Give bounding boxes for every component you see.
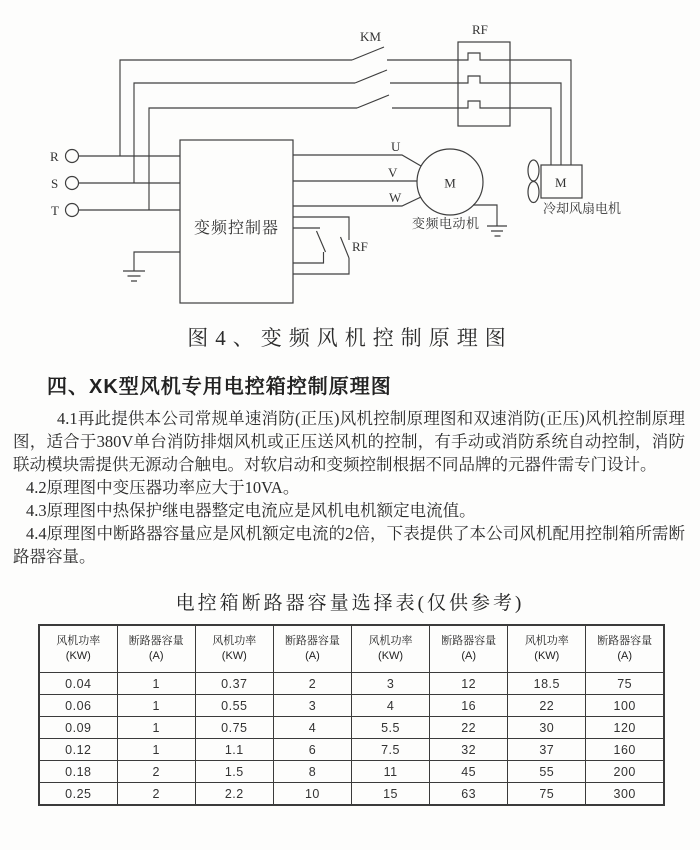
fan-blade-icon — [528, 182, 539, 203]
controller-label: 变频控制器 — [193, 220, 280, 237]
phase-u-label: U — [391, 139, 401, 154]
table-cell: 22 — [508, 695, 586, 717]
rf-aux-blades — [317, 231, 350, 258]
table-cell: 16 — [430, 695, 508, 717]
table-cell: 0.04 — [39, 673, 117, 695]
table-cell: 300 — [586, 783, 664, 806]
terminal-t-label: T — [51, 203, 59, 218]
table-row — [39, 717, 664, 739]
ground-bars — [123, 271, 145, 281]
table-header-cell: 风机功率 (KW) — [39, 625, 117, 673]
wire-runs — [79, 60, 572, 274]
table-cell: 100 — [586, 695, 664, 717]
table-cell: 0.18 — [39, 761, 117, 783]
terminal-r-label: R — [50, 149, 59, 164]
fan-blade-icon — [528, 160, 539, 181]
table-cell: 4 — [273, 717, 351, 739]
table-header-cell: 风机功率 (KW) — [508, 625, 586, 673]
table-cell: 2 — [273, 673, 351, 695]
table-cell: 3 — [273, 695, 351, 717]
table-cell: 32 — [430, 739, 508, 761]
table-row — [39, 761, 664, 783]
section-heading: 四、XK型风机专用电控箱控制原理图 — [47, 376, 392, 398]
ground-bars — [487, 226, 507, 236]
table-cell: 200 — [586, 761, 664, 783]
rf-aux-label: RF — [352, 239, 368, 254]
fan-motor-m-label: M — [555, 175, 567, 190]
table-header-cell: 断路器容量 (A) — [273, 625, 351, 673]
table-cell: 2.2 — [195, 783, 273, 806]
table-cell: 30 — [508, 717, 586, 739]
section-body — [13, 407, 685, 568]
terminal-t-circle — [66, 204, 79, 217]
table-cell: 0.09 — [39, 717, 117, 739]
table-row — [39, 739, 664, 761]
rf-heater-elements — [458, 53, 510, 108]
motor-symbol — [412, 149, 483, 231]
motor-m-label: M — [444, 175, 456, 191]
table-row — [39, 673, 664, 695]
table-header-cell: 断路器容量 (A) — [430, 625, 508, 673]
table-cell: 10 — [273, 783, 351, 806]
terminal-s — [51, 176, 79, 191]
table-cell: 1 — [117, 695, 195, 717]
table-cell: 2 — [117, 783, 195, 806]
breaker-table-body — [39, 673, 664, 806]
table-cell: 55 — [508, 761, 586, 783]
table-cell: 1 — [117, 673, 195, 695]
table-row — [39, 783, 664, 806]
table-cell: 8 — [273, 761, 351, 783]
table-cell: 2 — [117, 761, 195, 783]
table-cell: 1.5 — [195, 761, 273, 783]
table-cell: 0.12 — [39, 739, 117, 761]
ground-icon-motor — [487, 226, 507, 236]
paragraph-4-4: 4.4原理图中断路器容量应是风机额定电流的2倍，下表提供了本公司风机配用控制箱所需断路器容量。 — [13, 524, 685, 566]
table-cell: 120 — [586, 717, 664, 739]
terminal-t — [51, 203, 79, 218]
breaker-capacity-table — [38, 624, 665, 806]
km-contact-blades — [352, 47, 389, 108]
table-cell: 75 — [586, 673, 664, 695]
terminal-s-label: S — [51, 176, 59, 191]
km-label: KM — [360, 29, 381, 44]
table-cell: 1 — [117, 717, 195, 739]
km-contactor — [352, 29, 389, 108]
table-cell: 0.06 — [39, 695, 117, 717]
table-cell: 1 — [117, 739, 195, 761]
table-cell: 11 — [352, 761, 430, 783]
table-cell: 15 — [352, 783, 430, 806]
table-cell: 0.55 — [195, 695, 273, 717]
rf-thermal-relay — [458, 22, 510, 126]
figure-caption: 图4、变频风机控制原理图 — [187, 326, 513, 350]
table-header — [39, 625, 664, 673]
rf-relay-box — [458, 42, 510, 126]
table-cell: 5.5 — [352, 717, 430, 739]
terminal-s-circle — [66, 177, 79, 190]
frequency-controller — [180, 140, 293, 303]
table-header-row — [39, 625, 664, 673]
table-cell: 0.37 — [195, 673, 273, 695]
table-cell: 1.1 — [195, 739, 273, 761]
table-title: 电控箱断路器容量选择表(仅供参考) — [175, 593, 525, 614]
table-cell: 160 — [586, 739, 664, 761]
table-cell: 0.25 — [39, 783, 117, 806]
motor-caption: 变频电动机 — [412, 216, 480, 231]
table-cell: 63 — [430, 783, 508, 806]
phase-v-label: V — [388, 165, 398, 180]
table-header-cell: 风机功率 (KW) — [195, 625, 273, 673]
paragraph-4-3: 4.3原理图中热保护继电器整定电流应是风机电机额定电流值。 — [26, 501, 476, 520]
fan-motor-caption: 冷却风扇电机 — [543, 201, 622, 216]
table-cell: 4 — [352, 695, 430, 717]
table-cell: 75 — [508, 783, 586, 806]
paragraph-4-2: 4.2原理图中变压器功率应大于10VA。 — [26, 478, 300, 497]
figure-4-schematic — [0, 0, 700, 312]
table-cell: 3 — [352, 673, 430, 695]
table-cell: 22 — [430, 717, 508, 739]
table-cell: 6 — [273, 739, 351, 761]
phase-w-label: W — [389, 190, 402, 205]
rf-relay-label: RF — [472, 22, 488, 37]
table-header-cell: 断路器容量 (A) — [586, 625, 664, 673]
table-cell: 0.75 — [195, 717, 273, 739]
rf-aux-contact — [317, 231, 368, 258]
table-row — [39, 695, 664, 717]
paragraph-4-1: 4.1再此提供本公司常规单速消防(正压)风机控制原理图和双速消防(正压)风机控制原理图，适合于380V单台消防排烟风机或正压送风机的控制，有手动或消防系统自动控制，消防联动模块需提供无源动合触电。对软启动和变频控制根据不同品牌的元器件需专门设计。 — [13, 409, 685, 474]
terminal-r — [50, 149, 79, 164]
table-cell: 12 — [430, 673, 508, 695]
cooling-fan-motor — [528, 160, 621, 216]
terminal-r-circle — [66, 150, 79, 163]
table-header-cell: 风机功率 (KW) — [352, 625, 430, 673]
table-cell: 37 — [508, 739, 586, 761]
table-header-cell: 断路器容量 (A) — [117, 625, 195, 673]
table-cell: 45 — [430, 761, 508, 783]
ground-icon-controller — [123, 271, 145, 281]
table-cell: 7.5 — [352, 739, 430, 761]
table-cell: 18.5 — [508, 673, 586, 695]
